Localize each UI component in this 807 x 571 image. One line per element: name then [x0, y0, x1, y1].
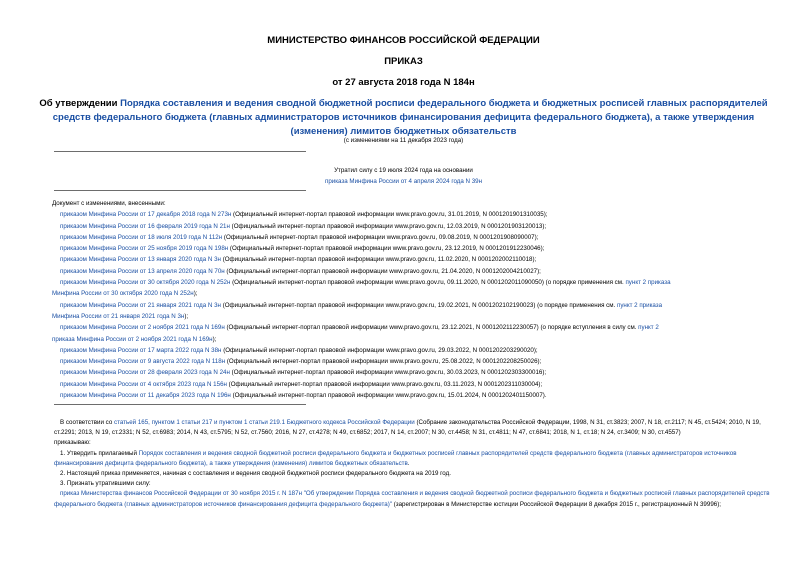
- list-item-continuation: [52, 311, 774, 322]
- divider: [54, 151, 306, 152]
- revision-note: (с изменениями на 11 декабря 2023 года): [343, 137, 464, 144]
- title-link[interactable]: Порядка составления и ведения сводной бюджетной росписи федерального бюджета и бюджетных росписей главных распорядителей средств федерального бюджета (главных администраторов источников финансирования дефицита федерального бюджета), а также утверждения (изменения) лимитов бюджетных обязательств: [52, 98, 768, 137]
- list-item: [54, 254, 774, 265]
- change-text: (Официальный интернет-портал правовой информации www.pravo.gov.ru, 19.02.2021, N 0001202102190023) (о порядке применения см.: [220, 301, 617, 309]
- repealed-order-link[interactable]: приказ Министерства финансов Российской Федерации от 30 ноября 2015 г. N 187н "Об утверждении Порядка составления и ведения сводной бюджетной росписи федерального бюджета и бюджетных росписей главных распорядителей средств федерального бюджета (главных администраторов источников финансирования дефицита федерального бюджета)": [54, 490, 770, 508]
- change-link[interactable]: приказом Минфина России от 17 декабря 2018 года N 273н: [60, 211, 232, 219]
- changes-block: [54, 198, 774, 401]
- change-link[interactable]: приказом Минфина России от 13 апреля 2020 года N 70н: [60, 267, 225, 275]
- list-item: [54, 209, 774, 220]
- change-text: (Официальный интернет-портал правовой информации www.pravo.gov.ru, 23.12.2021, N 0001202112230057) (о порядке вступления в силу см.: [224, 324, 639, 332]
- change-text: (Официальный интернет-портал правовой информации www.pravo.gov.ru, 29.03.2022, N 0001202203290020);: [221, 346, 538, 354]
- change-text: );: [212, 335, 217, 343]
- application-note-link[interactable]: пункт 2 приказа: [616, 301, 663, 309]
- change-text: );: [184, 312, 189, 320]
- title-prefix: Об утверждении: [39, 98, 121, 109]
- change-link[interactable]: приказом Минфина России от 17 марта 2022 года N 38н: [60, 346, 222, 354]
- list-item: [54, 356, 774, 367]
- list-item: [54, 221, 774, 232]
- change-link[interactable]: приказом Минфина России от 30 октября 2020 года N 252н: [60, 279, 231, 287]
- change-link[interactable]: приказом Минфина России от 28 февраля 2023 года N 24н: [60, 369, 230, 377]
- change-text: (Официальный интернет-портал правовой информации www.pravo.gov.ru, 23.12.2019, N 0001201912230046);: [228, 245, 545, 253]
- list-item: [54, 345, 774, 356]
- list-item: [54, 277, 774, 288]
- change-text: (Официальный интернет-портал правовой информации www.pravo.gov.ru, 12.03.2019, N 0001201903120013);: [229, 222, 547, 230]
- entry-into-force-link[interactable]: пункт 2: [638, 324, 659, 332]
- list-item-continuation: [52, 288, 774, 299]
- ministry-heading: МИНИСТЕРСТВО ФИНАНСОВ РОССИЙСКОЙ ФЕДЕРАЦИИ: [267, 35, 540, 46]
- change-text: (Официальный интернет-портал правовой информации www.pravo.gov.ru, 15.01.2024, N 0001202401150007).: [230, 392, 547, 400]
- list-item: [54, 390, 774, 401]
- change-link[interactable]: приказом Минфина России от 18 июля 2019 года N 112н: [60, 233, 223, 241]
- change-text: (Официальный интернет-портал правовой информации www.pravo.gov.ru, 21.04.2020, N 0001202004210027);: [224, 267, 541, 275]
- change-link[interactable]: приказом Минфина России от 16 февраля 2019 года N 21н: [60, 222, 230, 230]
- preamble-text: (Собрание законодательства Российской Федерации, 1998, N 31, ст.3823; 2007, N 18, ст.2117; N 45, ст.5424; 2010, N 19, ст.2291; 2013, N 19, ст.2331; N 52, ст.6983; 2014, N 43, ст.5795; N 52, ст.7560; 2016, N 27, ст.4278; N 49, ст.6852; 2017, N 14, ст.2007; N 30, ст.4458; N 31, ст.4811; N 47, ст.6841; 2018, N 1, ст.18; N 24, ст.3409; N 30, ст.4557): [54, 419, 761, 437]
- procedure-link[interactable]: Порядок составления и ведения сводной бюджетной росписи федерального бюджета и бюджетных росписей главных распорядителей средств федерального бюджета (главных администраторов источников финансирования дефицита федерального бюджета), а также утверждения (изменения) лимитов бюджетных обязательств: [54, 449, 737, 467]
- change-link[interactable]: приказом Минфина России от 25 ноября 2019 года N 198н: [60, 245, 229, 253]
- clause-3: 3. Признать утратившими силу:: [60, 480, 151, 488]
- list-item: [54, 322, 774, 333]
- clause-text: .: [407, 459, 410, 467]
- clause-1: [54, 449, 774, 469]
- lost-force-order-link[interactable]: приказа Минфина России от 4 апреля 2024 года N 39н: [324, 178, 483, 185]
- list-item: [54, 232, 774, 243]
- change-link[interactable]: приказом Минфина России от 21 января 2021 года N 3н: [60, 301, 221, 309]
- clause-2: 2. Настоящий приказ применяется, начиная с составления и ведения сводной бюджетной росписи федерального бюджета на 2019 год.: [60, 470, 451, 478]
- application-note-link[interactable]: Минфина России от 21 января 2021 года N 3н: [52, 312, 185, 320]
- application-note-link[interactable]: пункт 2 приказа: [625, 279, 671, 287]
- change-link[interactable]: приказом Минфина России от 13 января 2020 года N 3н: [60, 256, 221, 264]
- change-link[interactable]: приказом Минфина России от 2 ноября 2021 года N 169н: [60, 324, 225, 332]
- list-item: [54, 243, 774, 254]
- preamble-paragraph: [54, 418, 774, 438]
- list-item: [54, 266, 774, 277]
- change-text: (Официальный интернет-портал правовой информации www.pravo.gov.ru, 09.08.2019, N 0001201908090007);: [222, 233, 539, 241]
- document-date-number: от 27 августа 2018 года N 184н: [332, 77, 475, 88]
- change-text: );: [193, 290, 198, 298]
- change-link[interactable]: приказом Минфина России от 9 августа 2022 года N 118н: [60, 358, 226, 366]
- preamble-text: В соответствии со: [60, 419, 114, 426]
- change-text: (Официальный интернет-портал правовой информации www.pravo.gov.ru, 11.02.2020, N 0001202002110018);: [220, 256, 537, 264]
- change-text: (Официальный интернет-портал правовой информации www.pravo.gov.ru, 30.03.2023, N 0001202303300016);: [229, 369, 547, 377]
- divider: [54, 190, 306, 191]
- entry-into-force-link[interactable]: приказа Минфина России от 2 ноября 2021 года N 169н: [52, 335, 213, 343]
- list-item-continuation: [52, 334, 774, 345]
- list-item: [54, 379, 774, 390]
- list-item: [54, 367, 774, 378]
- changes-heading: Документ с изменениями, внесенными:: [52, 200, 166, 207]
- repealed-order-text: (зарегистрирован в Министерстве юстиции Российской Федерации 8 декабря 2015 г., регистрационный N 39996);: [391, 500, 721, 508]
- change-text: (Официальный интернет-портал правовой информации www.pravo.gov.ru, 31.01.2019, N 0001201901310035);: [231, 211, 548, 219]
- change-text: (Официальный интернет-портал правовой информации www.pravo.gov.ru, 25.08.2022, N 0001202208250026);: [225, 358, 542, 366]
- change-link[interactable]: приказом Минфина России от 4 октября 2023 года N 156н: [60, 380, 227, 388]
- change-link[interactable]: приказом Минфина России от 11 декабря 2023 года N 196н: [60, 392, 231, 400]
- order-word: приказываю:: [54, 439, 91, 447]
- order-body: [54, 418, 774, 510]
- application-note-link[interactable]: Минфина России от 30 октября 2020 года N 252н: [52, 290, 194, 298]
- repealed-order: [54, 489, 774, 509]
- lost-force-link: [0, 178, 807, 185]
- divider: [54, 404, 306, 405]
- document-title: [28, 97, 779, 139]
- clause-text: 1. Утвердить прилагаемый: [60, 449, 139, 457]
- change-text: (Официальный интернет-портал правовой информации www.pravo.gov.ru, 09.11.2020, N 0001202011090050) (о порядке применения см.: [230, 279, 626, 287]
- document-type: ПРИКАЗ: [384, 56, 423, 67]
- lost-force-text: Утратил силу с 19 июля 2024 года на основании: [334, 167, 473, 174]
- change-text: (Официальный интернет-портал правовой информации www.pravo.gov.ru, 03.11.2023, N 0001202311030004);: [226, 380, 543, 388]
- list-item: [54, 300, 774, 311]
- budget-code-link[interactable]: статьей 165, пунктом 1 статьи 217 и пунктом 1 статьи 219.1 Бюджетного кодекса Российской Федерации: [113, 419, 415, 426]
